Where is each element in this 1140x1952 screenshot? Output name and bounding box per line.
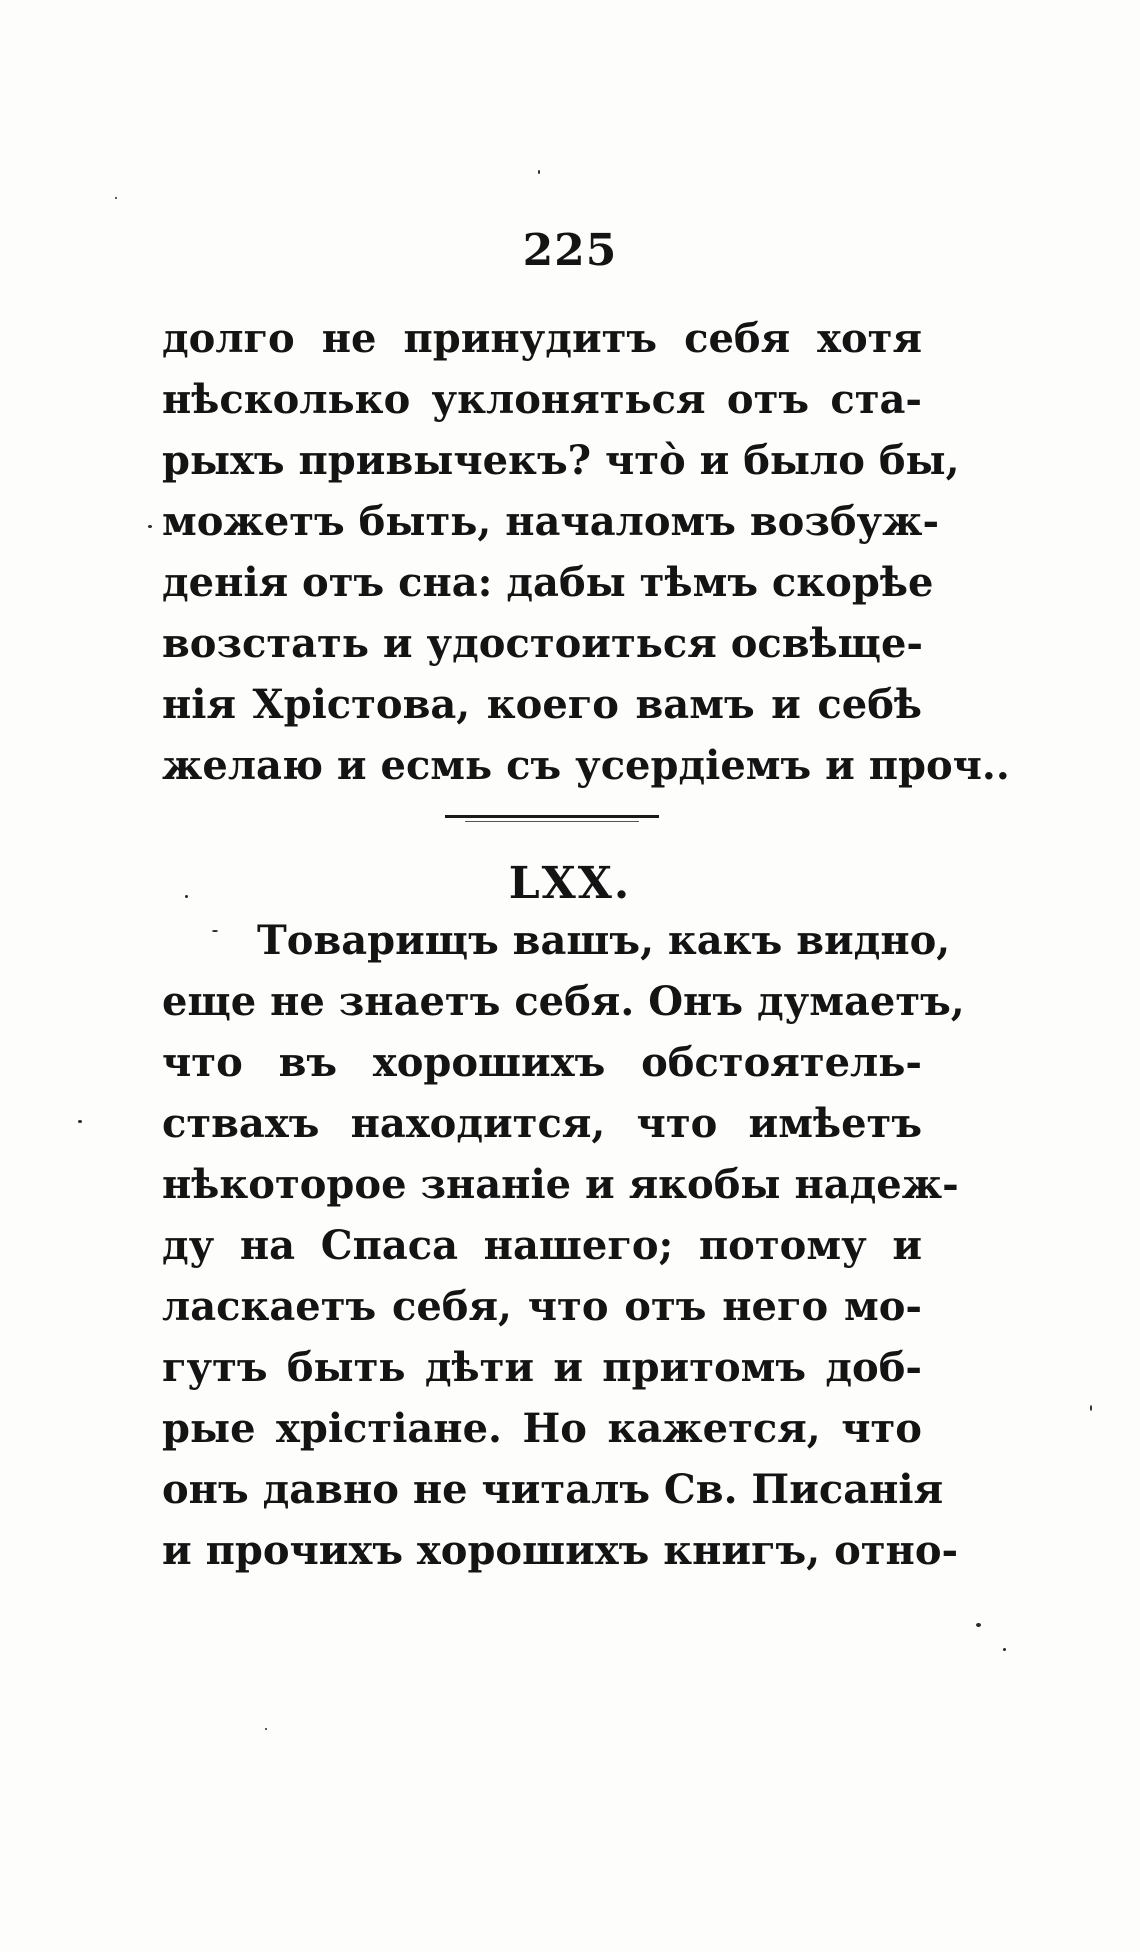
paragraph-lxx <box>162 910 965 1581</box>
scan-speck <box>78 1120 82 1123</box>
text-line: ласкаетъ себя, что отъ него мо- <box>162 1283 922 1330</box>
paragraph-continuation <box>162 308 1010 796</box>
text-line: нѣсколько уклоняться отъ ста- <box>162 376 922 423</box>
text-line: ду на Спаса нашего; потому и <box>162 1222 922 1269</box>
text-line: и прочихъ хорошихъ книгъ, отно- <box>162 1527 959 1574</box>
scan-speck <box>1003 1648 1006 1651</box>
scan-speck <box>148 525 152 528</box>
section-title: LXX. <box>508 858 632 909</box>
text-line: рые хрістіане. Но кажется, что <box>162 1405 922 1452</box>
text-line: можетъ быть, началомъ возбуж- <box>162 498 940 545</box>
text-line: желаю и есмь съ усердіемъ и проч.. <box>162 742 1010 789</box>
text-line: что въ хорошихъ обстоятель- <box>162 1039 922 1086</box>
text-line: гутъ быть дѣти и притомъ доб- <box>162 1344 922 1391</box>
text-line: нія Хрістова, коего вамъ и себѣ <box>162 681 922 728</box>
text-line: Товарищъ вашъ, какъ видно, <box>257 917 951 964</box>
page-number: 225 <box>522 225 618 276</box>
scan-speck <box>1090 1405 1092 1411</box>
scan-speck <box>185 895 188 898</box>
text-line: возстать и удостоиться освѣще- <box>162 620 923 667</box>
text-line: ствахъ находится, что имѣетъ <box>162 1100 922 1147</box>
text-line: нѣкоторое знаніе и якобы надеж- <box>162 1161 959 1208</box>
scan-speck <box>212 930 218 932</box>
scan-speck <box>538 170 540 174</box>
text-line: рыхъ привычекъ? что̀ и было бы, <box>162 437 960 484</box>
text-line: денія отъ сна: дабы тѣмъ скорѣе <box>162 559 934 606</box>
scan-speck <box>976 1623 981 1627</box>
text-line: онъ давно не читалъ Св. Писанія <box>162 1466 944 1513</box>
text-line: еще не знаетъ себя. Онъ думаетъ, <box>162 978 965 1025</box>
text-line: долго не принудитъ себя хотя <box>162 315 922 362</box>
scan-speck <box>115 197 117 199</box>
scan-speck <box>265 1728 267 1730</box>
section-divider <box>445 815 659 818</box>
